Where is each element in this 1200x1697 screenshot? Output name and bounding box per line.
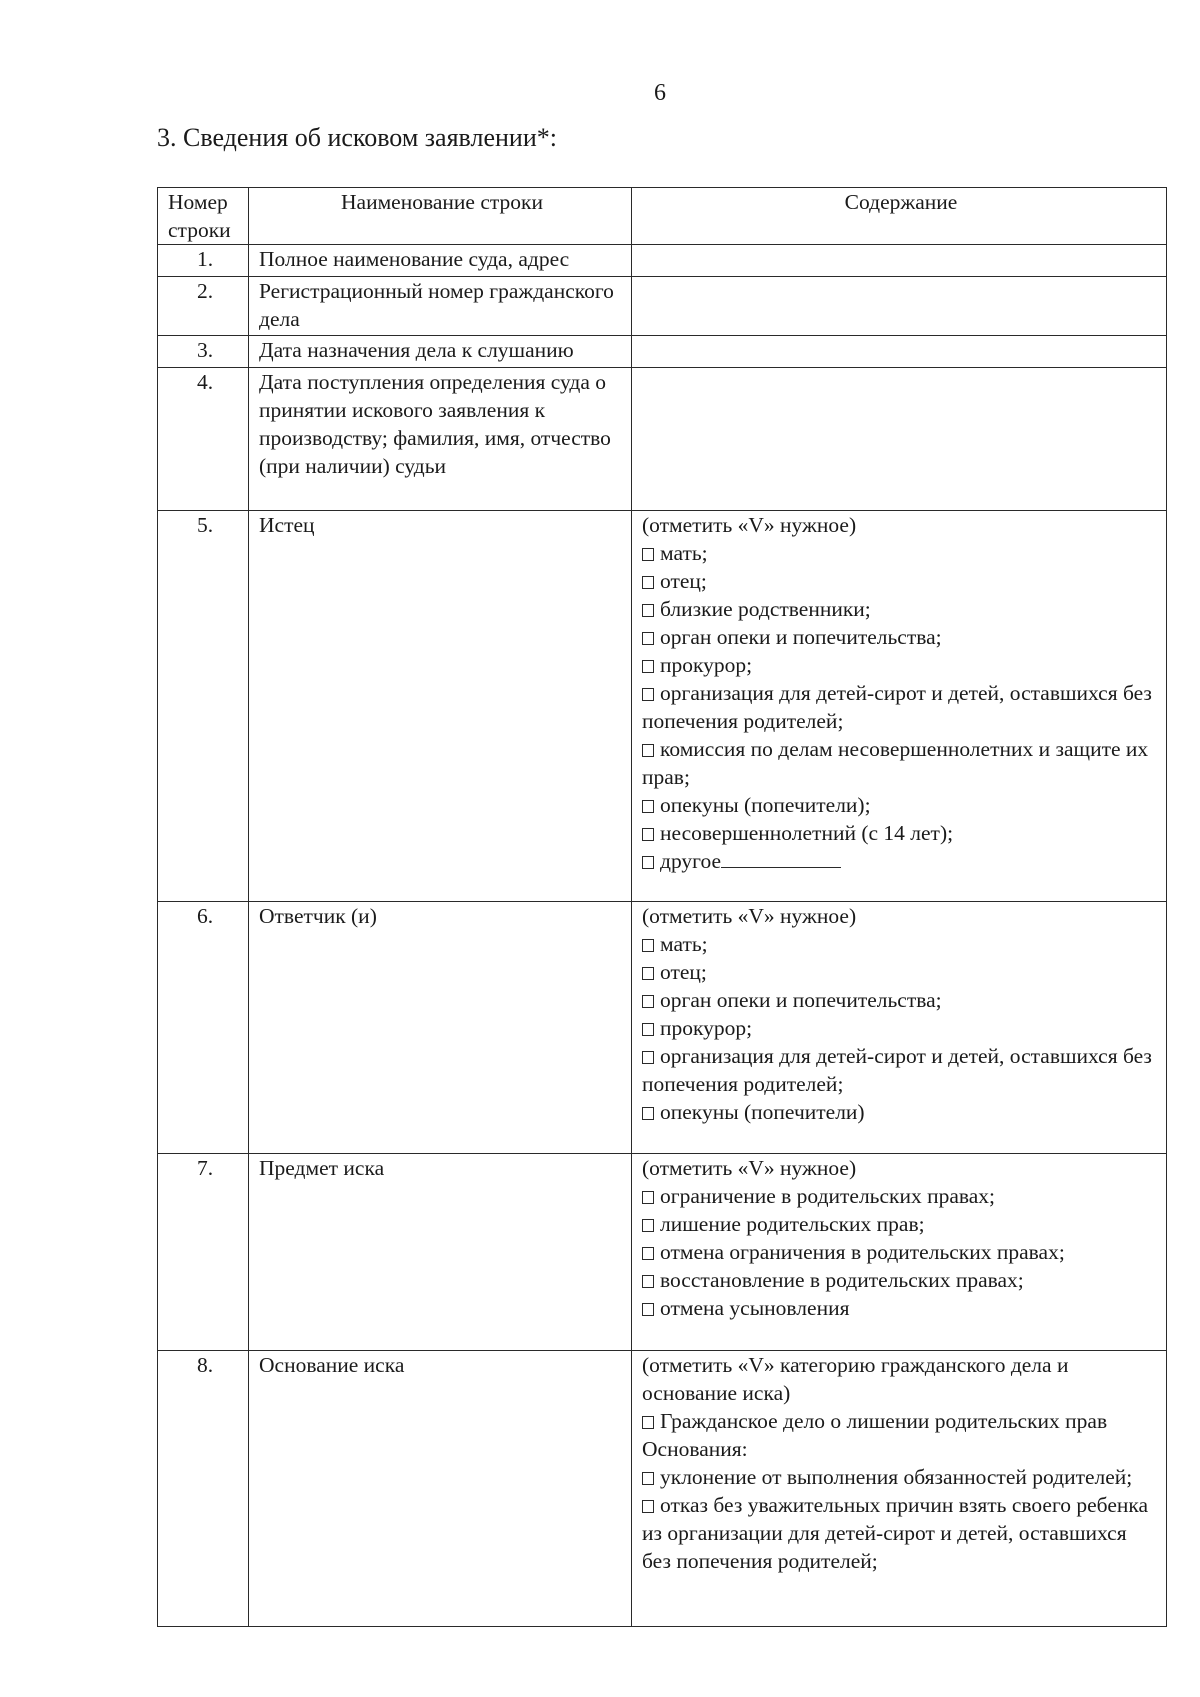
row-number: 5.	[158, 511, 249, 902]
header-content: Содержание	[632, 188, 1167, 245]
row-name: Ответчик (и)	[249, 902, 632, 1154]
row-name: Полное наименование суда, адрес	[249, 245, 632, 277]
option-item[interactable]: отец;	[642, 567, 1160, 595]
checkbox[interactable]	[642, 856, 654, 869]
other-input-line[interactable]	[721, 849, 841, 868]
row-note: (отметить «V» нужное)	[642, 1156, 857, 1180]
option-item[interactable]: ограничение в родительских правах;	[642, 1182, 1160, 1210]
checkbox[interactable]	[642, 1416, 654, 1429]
table-row	[158, 277, 1167, 336]
option-item[interactable]: несовершеннолетний (с 14 лет);	[642, 819, 1160, 847]
checkbox[interactable]	[642, 632, 654, 645]
checkbox[interactable]	[642, 744, 654, 757]
row-name: Предмет иска	[249, 1154, 632, 1351]
checkbox[interactable]	[642, 939, 654, 952]
checkbox[interactable]	[642, 548, 654, 561]
checkbox[interactable]	[642, 828, 654, 841]
table-row	[158, 245, 1167, 277]
page-number: 6	[654, 80, 666, 106]
option-item[interactable]: близкие родственники;	[642, 595, 1160, 623]
row-number: 7.	[158, 1154, 249, 1351]
table-row	[158, 368, 1167, 511]
checkbox[interactable]	[642, 688, 654, 701]
checkbox[interactable]	[642, 1191, 654, 1204]
table-row	[158, 1154, 1167, 1351]
row-content	[632, 511, 1167, 902]
row-number: 8.	[158, 1351, 249, 1627]
option-item[interactable]: опекуны (попечители);	[642, 791, 1160, 819]
row-number: 2.	[158, 277, 249, 336]
row-number: 6.	[158, 902, 249, 1154]
checkbox[interactable]	[642, 1472, 654, 1485]
row-name: Регистрационный номер гражданского дела	[249, 277, 632, 336]
row-content-field[interactable]	[632, 277, 1167, 336]
row-name: Дата назначения дела к слушанию	[249, 336, 632, 368]
option-item[interactable]: отец;	[642, 958, 1160, 986]
checkbox[interactable]	[642, 1107, 654, 1120]
option-item[interactable]: восстановление в родительских правах;	[642, 1266, 1160, 1294]
option-item-other[interactable]: другое	[642, 847, 1160, 875]
row-number: 1.	[158, 245, 249, 277]
option-item[interactable]: уклонение от выполнения обязанностей родителей;	[642, 1463, 1160, 1491]
row-name: Основание иска	[249, 1351, 632, 1627]
claim-info-table	[157, 187, 1167, 1627]
option-item[interactable]: мать;	[642, 930, 1160, 958]
table-header-row	[158, 188, 1167, 245]
row-number: 3.	[158, 336, 249, 368]
checkbox[interactable]	[642, 1023, 654, 1036]
row-content-field[interactable]	[632, 336, 1167, 368]
checkbox[interactable]	[642, 604, 654, 617]
header-line-number: Номер строки	[158, 188, 249, 245]
option-item[interactable]: комиссия по делам несовершеннолетних и защите их прав;	[642, 737, 1149, 789]
option-item[interactable]: прокурор;	[642, 1014, 1160, 1042]
option-item[interactable]: организация для детей-сирот и детей, оставшихся без попечения родителей;	[642, 681, 1152, 733]
option-item[interactable]: опекуны (попечители)	[642, 1098, 1160, 1126]
checkbox[interactable]	[642, 1219, 654, 1232]
option-item[interactable]: прокурор;	[642, 651, 1160, 679]
checkbox[interactable]	[642, 576, 654, 589]
row-content-field[interactable]	[632, 368, 1167, 511]
option-item[interactable]: отмена усыновления	[642, 1294, 1160, 1322]
row-note: (отметить «V» нужное)	[642, 904, 857, 928]
row-note: (отметить «V» нужное)	[642, 513, 857, 537]
option-item[interactable]: мать;	[642, 539, 1160, 567]
checkbox[interactable]	[642, 967, 654, 980]
row-name: Дата поступления определения суда о принятии искового заявления к производству; фамилия, имя, отчество (при наличии) судьи	[249, 368, 632, 511]
checkbox[interactable]	[642, 800, 654, 813]
checkbox[interactable]	[642, 660, 654, 673]
table-row	[158, 1351, 1167, 1627]
option-item[interactable]: орган опеки и попечительства;	[642, 986, 1160, 1014]
row-content-field[interactable]	[632, 245, 1167, 277]
checkbox[interactable]	[642, 1051, 654, 1064]
checkbox[interactable]	[642, 1303, 654, 1316]
row-number: 4.	[158, 368, 249, 511]
checkbox[interactable]	[642, 1247, 654, 1260]
option-item[interactable]: Гражданское дело о лишении родительских прав	[642, 1407, 1160, 1435]
row-name: Истец	[249, 511, 632, 902]
row-content	[632, 902, 1167, 1154]
option-item[interactable]: отмена ограничения в родительских правах;	[642, 1238, 1160, 1266]
checkbox[interactable]	[642, 995, 654, 1008]
option-item[interactable]: отказ без уважительных причин взять своего ребенка из организации для детей-сирот и детей, оставшихся без попечения родителей;	[642, 1493, 1149, 1573]
table-row	[158, 336, 1167, 368]
section-title: 3. Сведения об исковом заявлении*:	[157, 123, 557, 152]
grounds-label: Основания:	[642, 1437, 748, 1461]
row-content	[632, 1351, 1167, 1627]
table-row	[158, 511, 1167, 902]
option-item[interactable]: организация для детей-сирот и детей, оставшихся без попечения родителей;	[642, 1044, 1152, 1096]
checkbox[interactable]	[642, 1500, 654, 1513]
header-line-name: Наименование строки	[249, 188, 632, 245]
option-item[interactable]: лишение родительских прав;	[642, 1210, 1160, 1238]
row-note: (отметить «V» категорию гражданского дела и основание иска)	[642, 1353, 1069, 1405]
checkbox[interactable]	[642, 1275, 654, 1288]
table-row	[158, 902, 1167, 1154]
option-item[interactable]: орган опеки и попечительства;	[642, 623, 1160, 651]
row-content	[632, 1154, 1167, 1351]
